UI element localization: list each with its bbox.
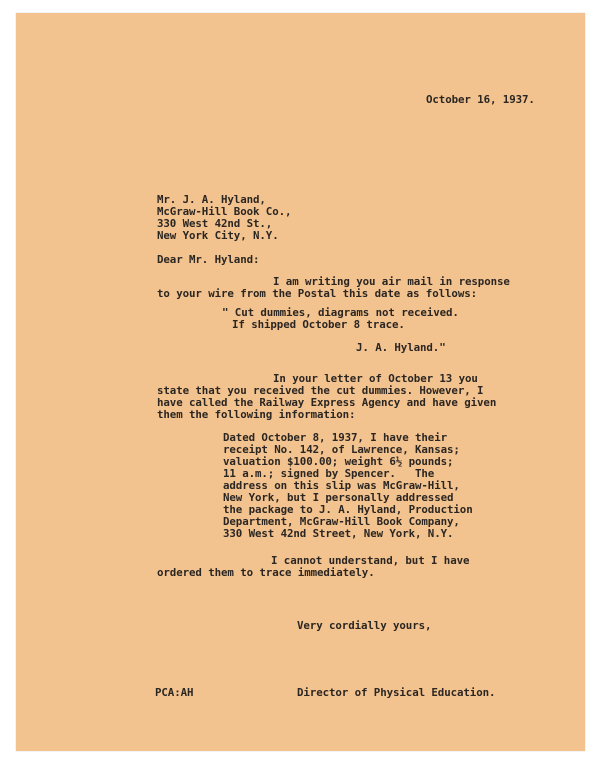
details-line: New York, but I personally addressed	[223, 491, 454, 504]
recipient-company: McGraw-Hill Book Co.,	[157, 205, 292, 218]
recipient-city: New York City, N.Y.	[157, 229, 279, 242]
details-line: valuation $100.00; weight 6½ pounds;	[223, 455, 454, 468]
paragraph2-line: state that you received the cut dummies. However, I	[157, 384, 484, 397]
telegram-line: " Cut dummies, diagrams not received.	[222, 306, 459, 319]
details-line: the package to J. A. Hyland, Production	[223, 503, 473, 516]
paragraph2-line: In your letter of October 13 you	[273, 372, 478, 385]
letter-date: October 16, 1937.	[426, 93, 535, 106]
details-line: 11 a.m.; signed by Spencer. The	[223, 467, 435, 480]
paragraph1-line: I am writing you air mail in response	[273, 275, 510, 288]
details-line: 330 West 42nd Street, New York, N.Y.	[223, 527, 454, 540]
recipient-street: 330 West 42nd St.,	[157, 217, 273, 230]
paragraph1-line: to your wire from the Postal this date as follows:	[157, 287, 478, 300]
details-line: Department, McGraw-Hill Book Company,	[223, 515, 460, 528]
paragraph3-line: ordered them to trace immediately.	[157, 566, 375, 579]
paragraph2-line: them the following information:	[157, 408, 356, 421]
salutation: Dear Mr. Hyland:	[157, 253, 260, 266]
details-line: address on this slip was McGraw-Hill,	[223, 479, 460, 492]
recipient-name: Mr. J. A. Hyland,	[157, 193, 266, 206]
telegram-line: If shipped October 8 trace.	[232, 318, 405, 331]
details-line: receipt No. 142, of Lawrence, Kansas;	[223, 443, 460, 456]
closing: Very cordially yours,	[297, 619, 432, 632]
telegram-signature: J. A. Hyland."	[356, 341, 446, 354]
details-line: Dated October 8, 1937, I have their	[223, 431, 448, 444]
signature-title: Director of Physical Education.	[297, 686, 496, 699]
typist-initials: PCA:AH	[155, 686, 194, 699]
paragraph2-line: have called the Railway Express Agency and have given	[157, 396, 497, 409]
paragraph3-line: I cannot understand, but I have	[271, 554, 470, 567]
